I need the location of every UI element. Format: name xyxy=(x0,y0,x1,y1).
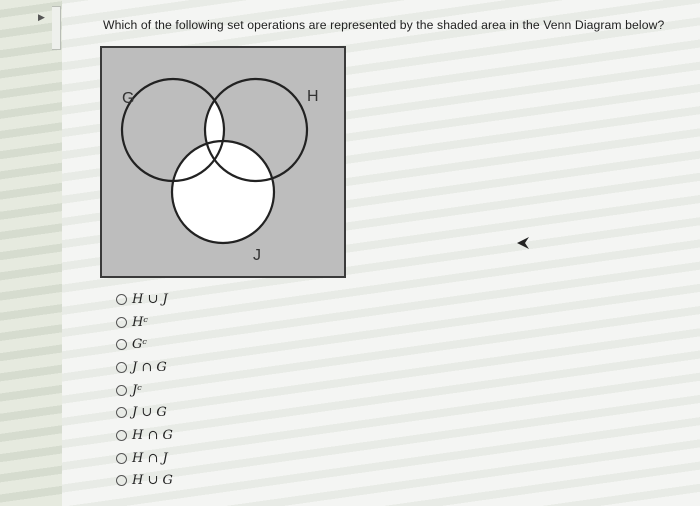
venn-diagram xyxy=(100,46,346,278)
option-h-union-j[interactable] xyxy=(116,288,173,311)
option-label: H ∩ J xyxy=(132,450,168,466)
radio-button[interactable] xyxy=(116,407,127,418)
label-h: H xyxy=(307,88,319,105)
venn-svg xyxy=(102,48,344,276)
question-text: Which of the following set operations are represented by the shaded area in the Venn Diagram below? xyxy=(103,18,665,32)
left-panel-strip xyxy=(0,0,62,506)
option-h-intersect-j[interactable] xyxy=(116,447,173,470)
option-label: Jᶜ xyxy=(132,382,142,398)
radio-button[interactable] xyxy=(116,317,127,328)
option-label: H ∪ G xyxy=(132,473,173,489)
option-g-complement[interactable] xyxy=(116,333,173,356)
answer-options xyxy=(116,288,173,492)
radio-button[interactable] xyxy=(116,453,127,464)
option-j-complement[interactable] xyxy=(116,379,173,402)
option-h-complement[interactable] xyxy=(116,311,173,334)
option-j-intersect-g[interactable] xyxy=(116,356,173,379)
radio-button[interactable] xyxy=(116,362,127,373)
label-g: G xyxy=(122,90,135,107)
expand-arrow-icon[interactable]: ▶ xyxy=(38,12,45,22)
option-label: Gᶜ xyxy=(132,337,147,353)
option-label: H ∪ J xyxy=(132,291,168,307)
radio-button[interactable] xyxy=(116,385,127,396)
panel-tab[interactable] xyxy=(52,6,61,50)
radio-button[interactable] xyxy=(116,294,127,305)
label-j: J xyxy=(253,247,261,264)
option-h-union-g[interactable] xyxy=(116,470,173,493)
option-j-union-g[interactable] xyxy=(116,401,173,424)
radio-button[interactable] xyxy=(116,475,127,486)
option-h-intersect-g[interactable] xyxy=(116,424,173,447)
mouse-cursor-icon xyxy=(516,236,530,250)
radio-button[interactable] xyxy=(116,430,127,441)
option-label: J ∩ G xyxy=(132,359,167,375)
option-label: H ∩ G xyxy=(132,427,173,443)
option-label: J ∪ G xyxy=(132,405,167,421)
option-label: Hᶜ xyxy=(132,314,148,330)
radio-button[interactable] xyxy=(116,339,127,350)
